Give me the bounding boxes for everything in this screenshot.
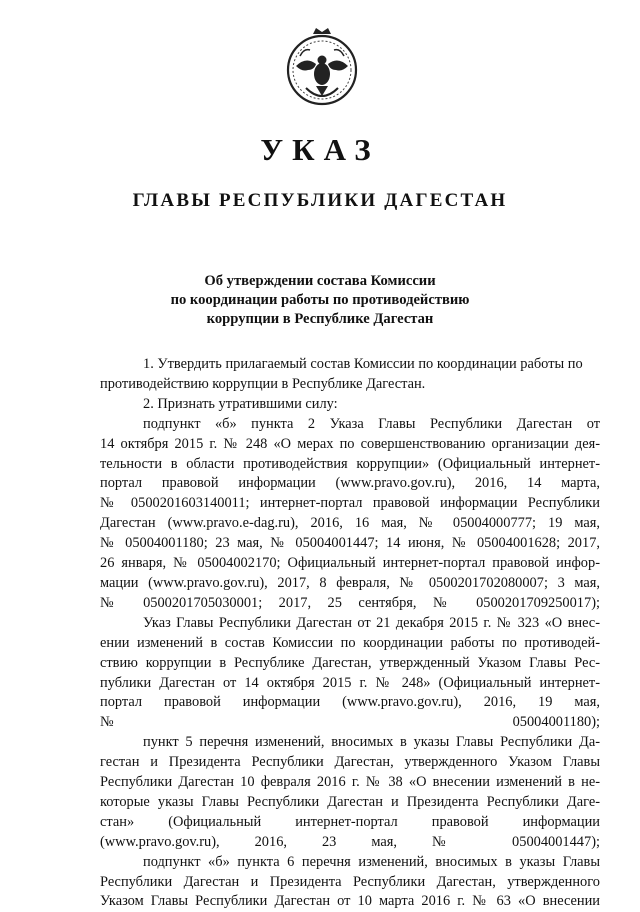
text-line: портал правовой информации (www.pravo.gov.ru), 2016, 14 марта, [100,475,600,492]
paragraph-6 [100,853,600,912]
text-line: портал правовой информации (www.pravo.gov.ru), 2016, 19 мая, [100,694,600,711]
text-line: ении изменений в состав Комиссии по координации работы по противодей- [100,634,600,651]
text-line: пункт 5 перечня изменений, вносимых в указы Главы Республики Да- [143,734,600,751]
text-line: Указом Главы Республики Дагестан от 10 марта 2016 г. № 63 «О внесении [100,893,600,910]
heading-line: коррупции в Республике Дагестан [206,311,434,327]
emblem-icon [280,26,364,110]
document-body [100,355,600,912]
text-line: Республики Дагестан и Президента Республики Дагестан, утвержденного [100,873,600,890]
text-line: мации (www.pravo.gov.ru), 2017, 8 февраля, № 0500201702080007; 3 мая, [100,574,600,591]
text-line: (www.pravo.gov.ru), 2016, 23 мая, № 05004001447); [100,833,600,850]
text-line: ствию коррупции в Республике Дагестан, утвержденный Указом Главы Рес- [100,654,600,671]
text-line: № 05004001180; 23 мая, № 05004001447; 14 июня, № 05004001628; 2017, [100,535,600,552]
text-line: противодействию коррупции в Республике Дагестан. [100,375,426,392]
text-line: № 0500201603140011; интернет-портал правовой информации Республики [100,495,600,512]
text-line: 1. Утвердить прилагаемый состав Комиссии по координации работы по [143,356,583,372]
paragraph-2 [100,395,600,415]
text-line: подпункт «б» пункта 2 Указа Главы Республики Дагестан от [143,415,600,432]
paragraph-1 [100,355,600,395]
document-subtitle: ГЛАВЫ РЕСПУБЛИКИ ДАГЕСТАН [132,190,508,211]
text-line: Республики Дагестан 10 февраля 2016 г. № 38 «О внесении изменений в не- [100,774,600,791]
text-line: Дагестан (www.pravo.e-dag.ru), 2016, 16 мая, № 05004000777; 19 мая, [100,515,600,532]
text-line: тельности в области противодействия коррупции» (Официальный интернет- [100,455,600,472]
text-line: № 05004001180); [100,714,600,731]
text-line: 14 октября 2015 г. № 248 «О мерах по совершенствованию организации дея- [100,435,600,452]
paragraph-3 [100,415,600,614]
text-line: которые указы Главы Республики Дагестан и Президента Республики Даге- [100,793,600,810]
text-line: подпункт «б» пункта 6 перечня изменений, вносимых в указы Главы [143,853,600,870]
text-line: 2. Признать утратившими силу: [143,395,338,412]
text-line: стан» (Официальный интернет-портал правовой информации [100,813,600,830]
paragraph-4 [100,614,600,733]
heading-line: по координации работы по противодействию [170,292,470,308]
text-line: Указ Главы Республики Дагестан от 21 декабря 2015 г. № 323 «О внес- [143,614,600,631]
text-line: публики Дагестан от 14 октября 2015 г. № 248» (Официальный интернет- [100,674,600,691]
decree-heading [0,272,640,329]
paragraph-5 [100,733,600,852]
heading-line: Об утверждении состава Комиссии [204,273,436,289]
text-line: гестан и Президента Республики Дагестан, утвержденного Указом Главы [100,754,600,771]
text-line: 26 января, № 05004002170; Официальный интернет-портал правовой инфор- [100,555,600,572]
document-title: УКАЗ [260,132,380,167]
text-line: № 0500201705030001; 2017, 25 сентября, № 0500201709250017); [100,594,600,611]
